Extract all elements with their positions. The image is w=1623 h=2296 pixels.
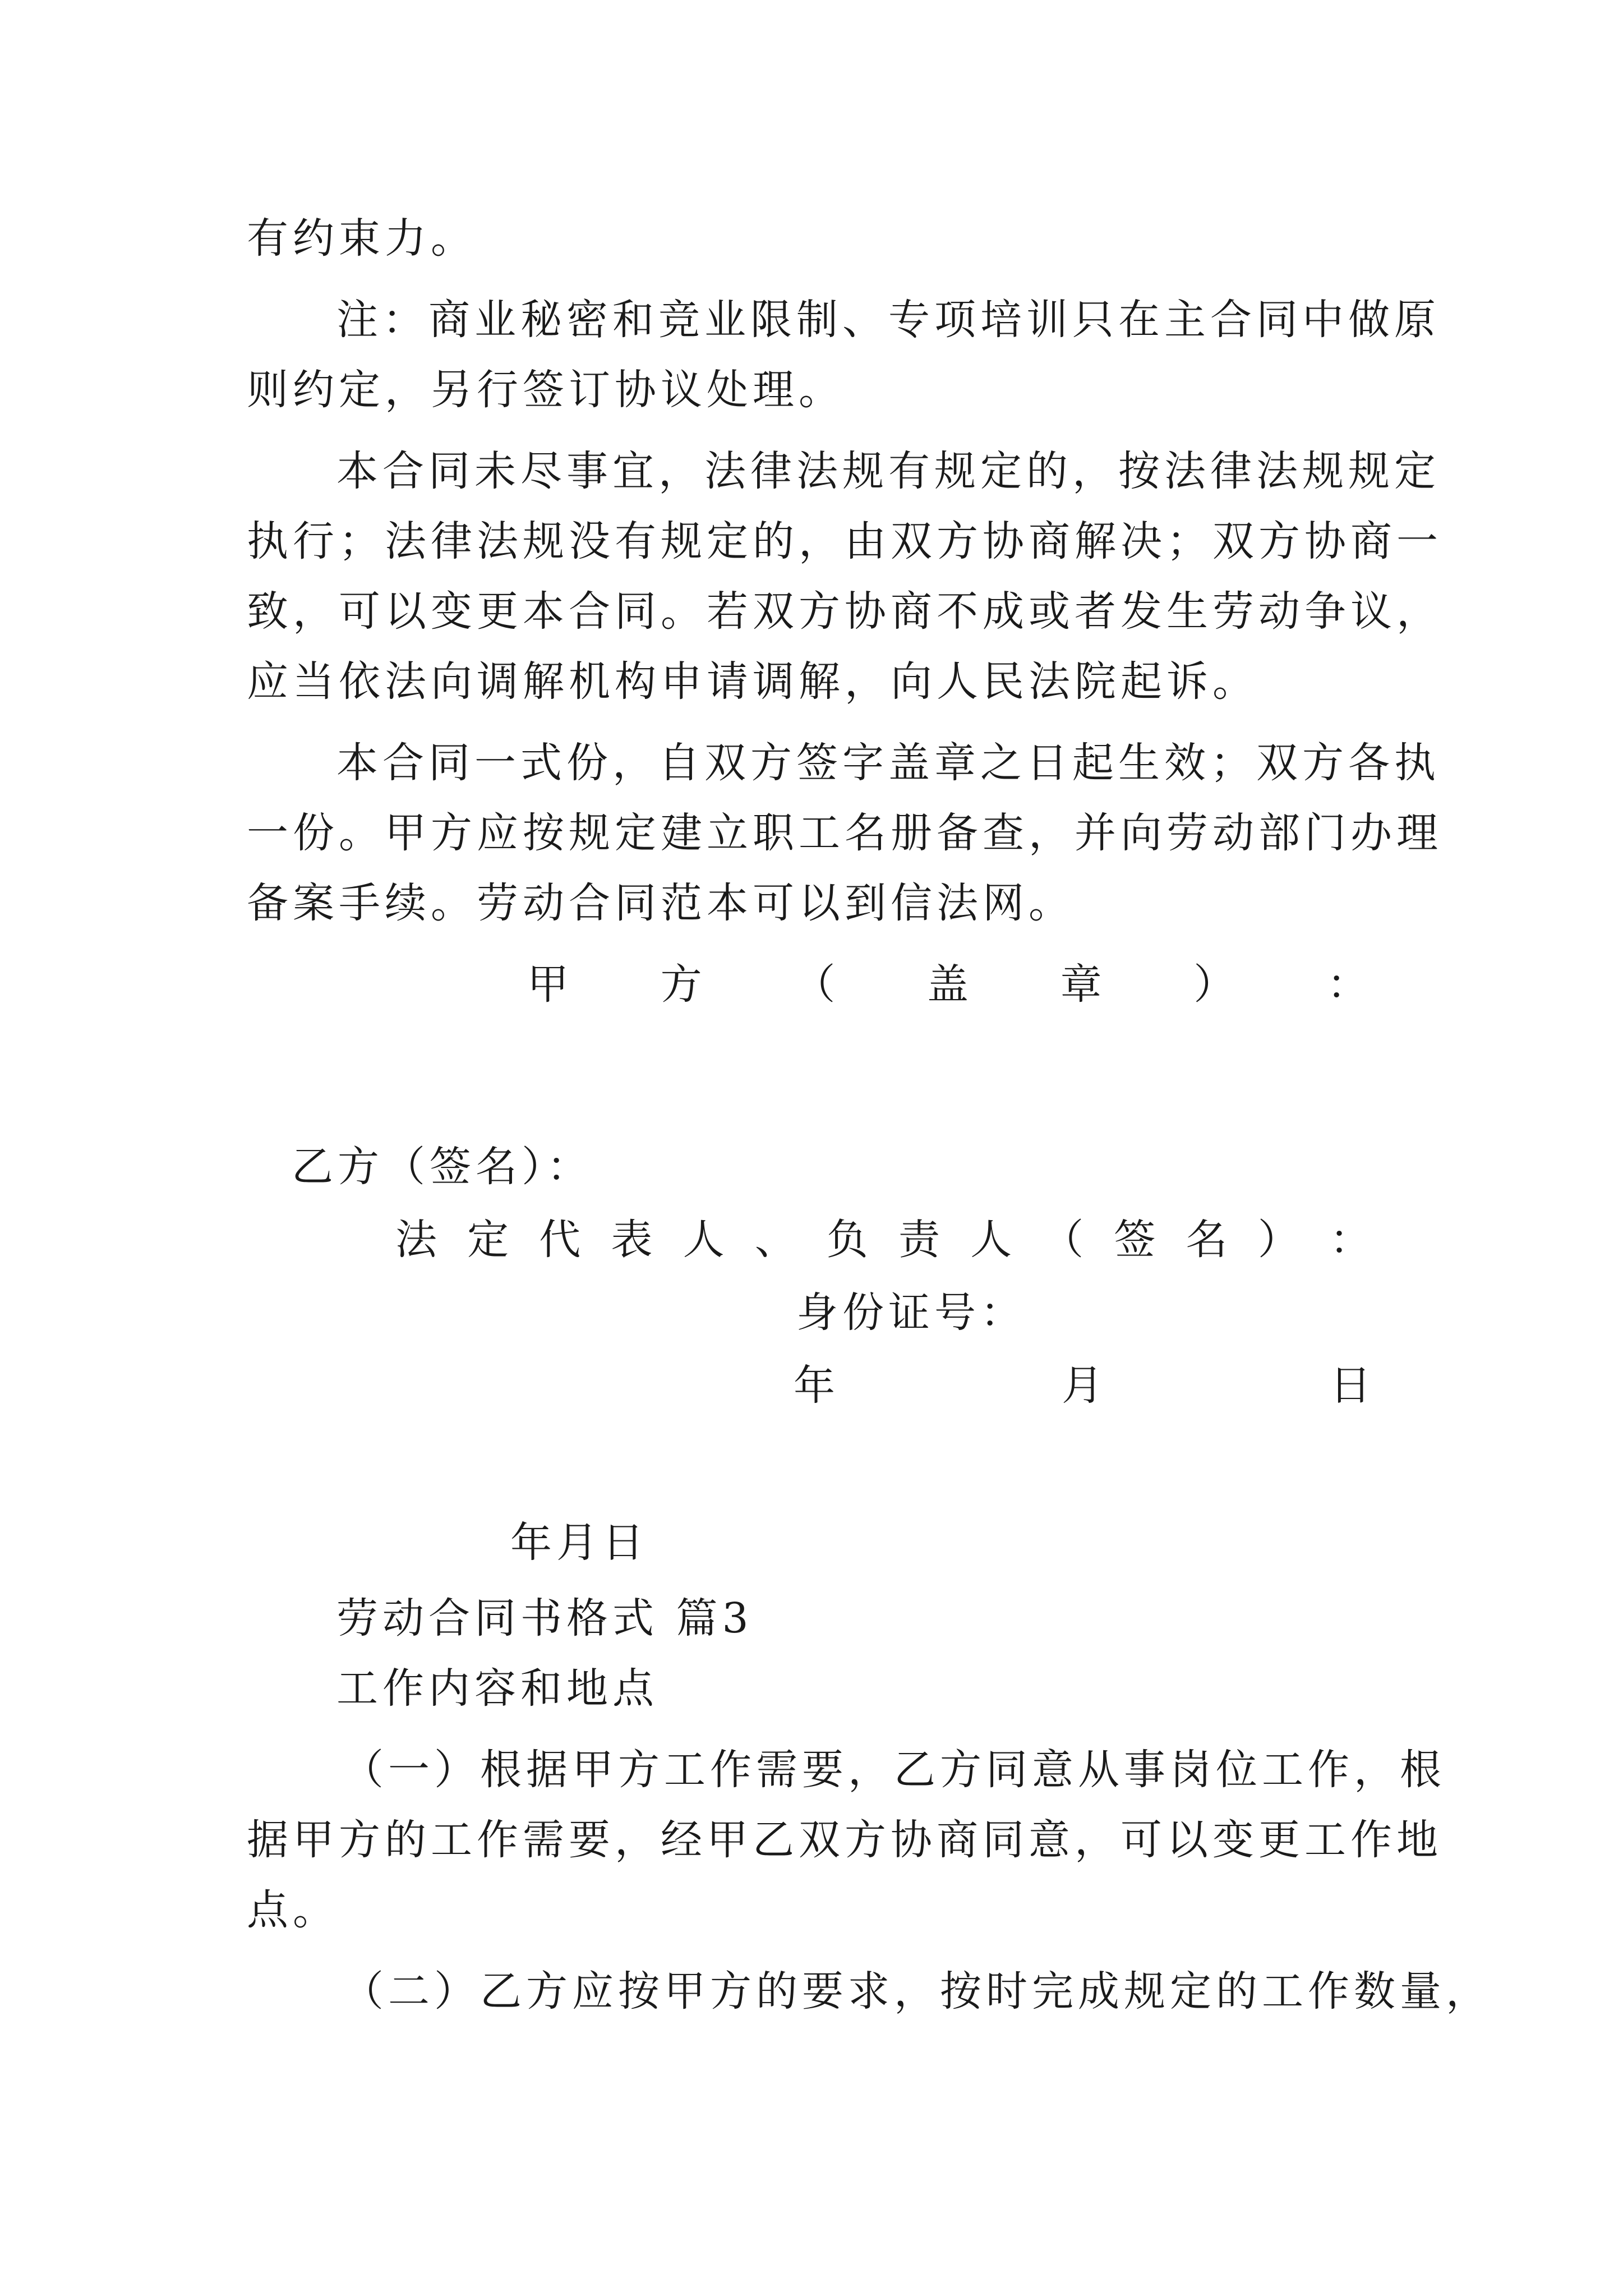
text-line: 应当依法向调解机构申请调解，向人民法院起诉。 [247, 657, 1258, 706]
char: 签 [1114, 1216, 1156, 1264]
text-line: 执行；法律法规没有规定的，由双方协商解决；双方协商一 [247, 517, 1442, 565]
legal-representative-line [395, 1212, 1371, 1268]
text-line: 有约束力。 [247, 214, 477, 263]
char: 盖 [926, 960, 969, 1009]
date-year: 年 [794, 1361, 835, 1410]
char: 方 [660, 960, 702, 1009]
char: ： [1329, 1216, 1371, 1264]
char: 表 [611, 1216, 653, 1264]
party-b-signature-label: 乙方（签名）： [292, 1143, 593, 1191]
char: 甲 [527, 960, 569, 1009]
char: 人 [683, 1216, 725, 1264]
date-short: 年月日 [510, 1519, 648, 1567]
text-line: 本合同未尽事宜，法律法规有规定的，按法律法规规定 [336, 447, 1440, 495]
section-subheading: 工作内容和地点 [336, 1664, 658, 1713]
item-line: （二）乙方应按甲方的要求，按时完成规定的工作数量， [342, 1967, 1492, 2016]
party-a-seal-line [527, 956, 1368, 1013]
date-day: 日 [1330, 1361, 1371, 1410]
char: 代 [539, 1216, 581, 1264]
item-line: （一）根据甲方工作需要，乙方同意从事岗位工作，根 [342, 1746, 1446, 1794]
char: ） [1257, 1216, 1299, 1264]
date-line [794, 1358, 1371, 1414]
note-line: 则约定，另行签订协议处理。 [247, 366, 845, 414]
text-line: 一份。甲方应按规定建立职工名册备查，并向劳动部门办理 [247, 809, 1442, 857]
section-heading: 劳动合同书格式 篇3 [336, 1594, 753, 1642]
char: 、 [754, 1216, 796, 1264]
char: （ [1042, 1216, 1084, 1264]
id-number-label: 身份证号： [796, 1289, 1026, 1337]
char: ： [1326, 960, 1368, 1009]
char: 人 [970, 1216, 1012, 1264]
char: 负 [826, 1216, 868, 1264]
date-month: 月 [1062, 1361, 1103, 1410]
text-line: 本合同一式份，自双方签字盖章之日起生效；双方各执 [336, 739, 1440, 787]
note-line: 注：商业秘密和竞业限制、专项培训只在主合同中做原 [336, 296, 1440, 344]
text-line: 致，可以变更本合同。若双方协商不成或者发生劳动争议， [247, 587, 1442, 636]
char: 法 [395, 1216, 437, 1264]
char: 定 [467, 1216, 509, 1264]
char: 责 [898, 1216, 940, 1264]
char: 章 [1060, 960, 1102, 1009]
char: （ [794, 960, 836, 1009]
item-line: 点。 [247, 1886, 339, 1934]
text-line: 备案手续。劳动合同范本可以到信法网。 [247, 879, 1075, 927]
char: ） [1193, 960, 1235, 1009]
item-line: 据甲方的工作需要，经甲乙双方协商同意，可以变更工作地 [247, 1816, 1442, 1864]
char: 名 [1186, 1216, 1228, 1264]
